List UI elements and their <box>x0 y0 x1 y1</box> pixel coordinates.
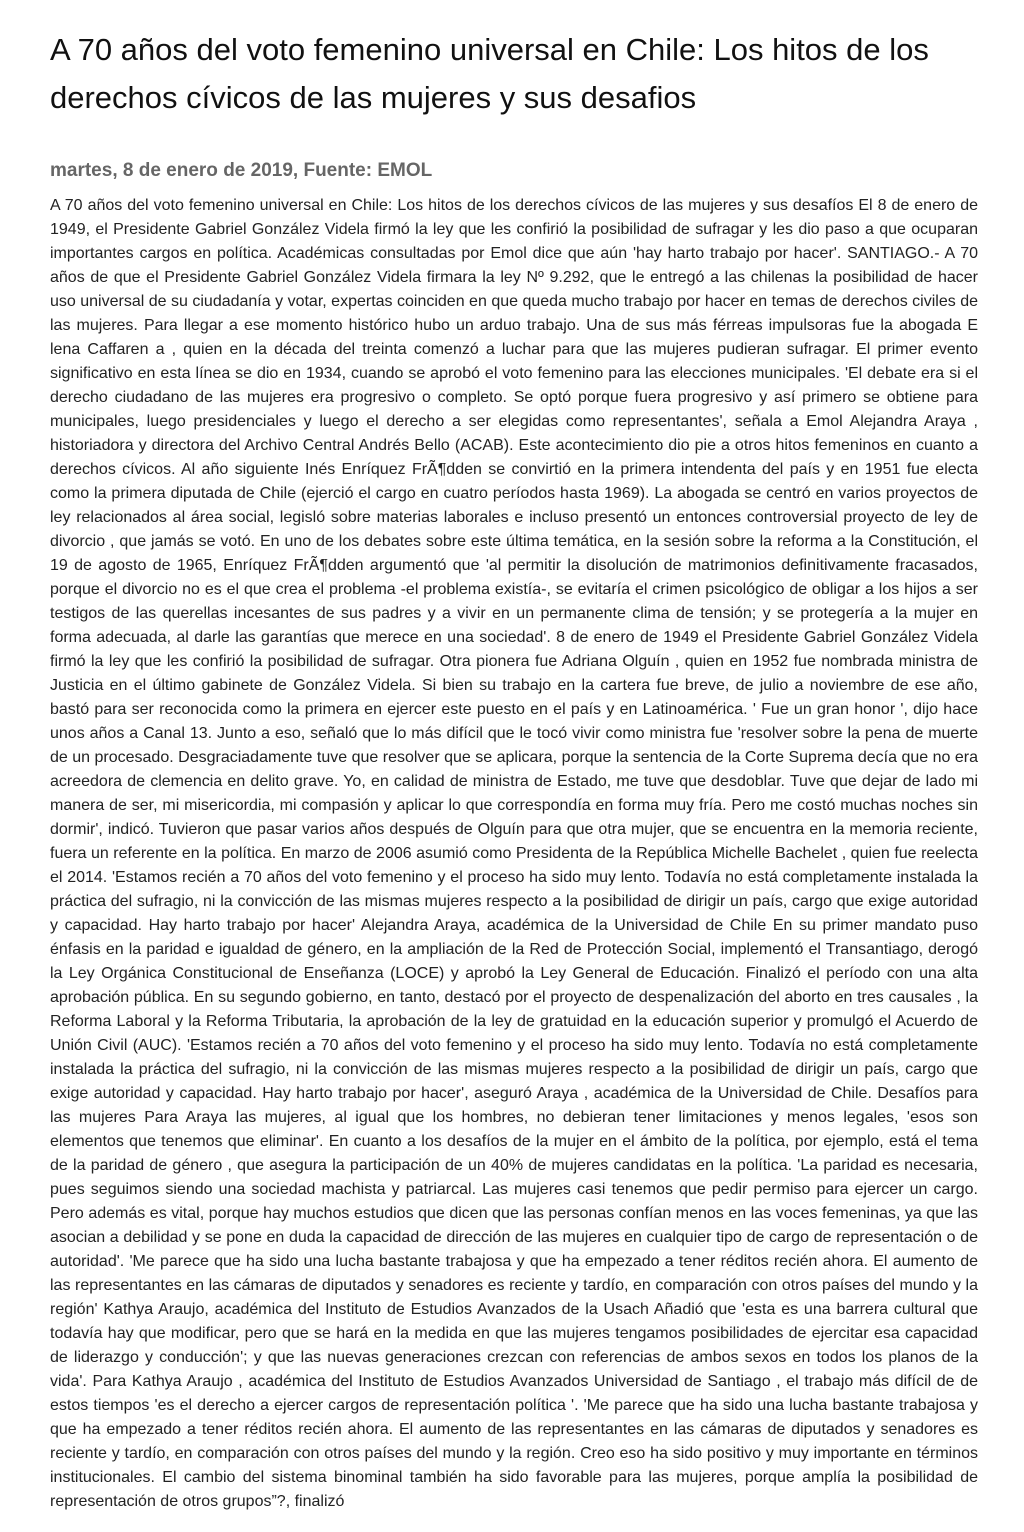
article-body: A 70 años del voto femenino universal en Chile: Los hitos de los derechos cívicos de las mujeres y sus desafíos El 8 de enero de 1949, el Presidente Gabriel González Videla firmó la ley que les confirió la posibilidad de sufragar y les dio paso a que ocuparan importantes cargos en política. Académicas consultadas por Emol dice que aún 'hay harto trabajo por hacer'. SANTIAGO.- A 70 años de que el Presidente Gabriel González Videla firmara la ley Nº 9.292, que le entregó a las chilenas la posibilidad de hacer uso universal de su ciudadanía y votar, expertas coinciden en que queda mucho trabajo por hacer en temas de derechos civiles de las mujeres. Para llegar a ese momento histórico hubo un arduo trabajo. Una de sus más férreas impulsoras fue la abogada E lena Caffaren a , quien en la década del treinta comenzó a luchar para que las mujeres pudieran sufragar. El primer evento significativo en esta línea se dio en 1934, cuando se aprobó el voto femenino para las elecciones municipales. 'El debate era si el derecho ciudadano de las mujeres era progresivo o completo. Se optó porque fuera progresivo y así primero se obtiene para municipales, luego presidenciales y luego el derecho a ser elegidas como representantes', señala a Emol Alejandra Araya , historiadora y directora del Archivo Central Andrés Bello (ACAB). Este acontecimiento dio pie a otros hitos femeninos en cuanto a derechos cívicos. Al año siguiente Inés Enríquez FrÃ¶dden se convirtió en la primera intendenta del país y en 1951 fue electa como la primera diputada de Chile (ejerció el cargo en cuatro períodos hasta 1969). La abogada se centró en varios proyectos de ley relacionados al área social, legisló sobre materias laborales e incluso presentó un entonces controversial proyecto de ley de divorcio , que jamás se votó. En uno de los debates sobre este última temática, en la sesión sobre la reforma a la Constitución, el 19 de agosto de 1965, Enríquez FrÃ¶dden argumentó que 'al permitir la disolución de matrimonios definitivamente fracasados, porque el divorcio no es el que crea el problema -el problema existía-, se evitaría el crimen psicológico de obligar a los hijos a ser testigos de las querellas incesantes de sus padres y a vivir en un permanente clima de tensión; y se protegería a la mujer en forma adecuada, al darle las garantías que merece en una sociedad'. 8 de enero de 1949 el Presidente Gabriel González Videla firmó la ley que les confirió la posibilidad de sufragar. Otra pionera fue Adriana Olguín , quien en 1952 fue nombrada ministra de Justicia en el último gabinete de González Videla. Si bien su trabajo en la cartera fue breve, de julio a noviembre de ese año, bastó para ser reconocida como la primera en ejercer este puesto en el país y en Latinoamérica. ' Fue un gran honor ', dijo hace unos años a Canal 13. Junto a eso, señaló que lo más difícil que le tocó vivir como ministra fue 'resolver sobre la pena de muerte de un procesado. Desgraciadamente tuve que resolver que se aplicara, porque la sentencia de la Corte Suprema decía que no era acreedora de clemencia en delito grave. Yo, en calidad de ministra de Estado, me tuve que desdoblar. Tuve que dejar de lado mi manera de ser, mi misericordia, mi compasión y aplicar lo que correspondía en forma muy fría. Pero me costó muchas noches sin dormir', indicó. Tuvieron que pasar varios años después de Olguín para que otra mujer, que se encuentra en la memoria reciente, fuera un referente en la política. En marzo de 2006 asumió como Presidenta de la República Michelle Bachelet , quien fue reelecta el 2014. 'Estamos recién a 70 años del voto femenino y el proceso ha sido muy lento. Todavía no está completamente instalada la práctica del sufragio, ni la convicción de las mismas mujeres respecto a la posibilidad de dirigir un país, cargo que exige autoridad y capacidad. Hay harto trabajo por hacer' Alejandra Araya, académica de la Universidad de Chile En su primer mandato puso énfasis en la paridad e igualdad de género, en la ampliación de la Red de Protección Social, implementó el Transantiago, derogó la Ley Orgánica Constitucional de Enseñanza (LOCE) y aprobó la Ley General de Educación. Finalizó el período con una alta aprobación pública. En su segundo gobierno, en tanto, destacó por el proyecto de despenalización del aborto en tres causales , la Reforma Laboral y la Reforma Tributaria, la aprobación de la ley de gratuidad en la educación superior y promulgó el Acuerdo de Unión Civil (AUC). 'Estamos recién a 70 años del voto femenino y el proceso ha sido muy lento. Todavía no está completamente instalada la práctica del sufragio, ni la convicción de las mismas mujeres respecto a la posibilidad de dirigir un país, cargo que exige autoridad y capacidad. Hay harto trabajo por hacer', aseguró Araya , académica de la Universidad de Chile. Desafíos para las mujeres Para Araya las mujeres, al igual que los hombres, no debieran tener limitaciones y menos legales, 'esos son elementos que tenemos que eliminar'. En cuanto a los desafíos de la mujer en el ámbito de la política, por ejemplo, está el tema de la paridad de género , que asegura la participación de un 40% de mujeres candidatas en la política. 'La paridad es necesaria, pues seguimos siendo una sociedad machista y patriarcal. Las mujeres casi tenemos que pedir permiso para ejercer un cargo. Pero además es vital, porque hay muchos estudios que dicen que las personas confían menos en las voces femeninas, ya que las asocian a debilidad y se pone en duda la capacidad de dirección de las mujeres en cualquier tipo de cargo de representación o de autoridad'. 'Me parece que ha sido una lucha bastante trabajosa y que ha empezado a tener réditos recién ahora. El aumento de las representantes en las cámaras de diputados y senadores es reciente y tardío, en comparación con otros países del mundo y la región' Kathya Araujo, académica del Instituto de Estudios Avanzados de la Usach Añadió que 'esta es una barrera cultural que todavía hay que modificar, pero que se hará en la medida en que las mujeres tengamos posibilidades de ejercitar esa capacidad de liderazgo y conducción'; y que las nuevas generaciones crezcan con referencias de ambos sexos en todos los planos de la vida'. Para Kathya Araujo , académica del Instituto de Estudios Avanzados Universidad de Santiago , el trabajo más difícil de de estos tiempos 'es el derecho a ejercer cargos de representación política '. 'Me parece que ha sido una lucha bastante trabajosa y que ha empezado a tener réditos recién ahora. El aumento de las representantes en las cámaras de diputados y senadores es reciente y tardío, en comparación con otros países del mundo y la región. Creo eso ha sido positivo y muy importante en términos institucionales. El cambio del sistema binominal también ha sido favorable para las mujeres, porque amplía la posibilidad de representación de otros grupos”?, finalizó <box>50 197 978 1510</box>
article-dateline: martes, 8 de enero de 2019, Fuente: EMOL <box>50 160 433 181</box>
article-title: A 70 años del voto femenino universal en Chile: Los hitos de los derechos cívicos de las mujeres y sus desafios <box>50 32 929 115</box>
